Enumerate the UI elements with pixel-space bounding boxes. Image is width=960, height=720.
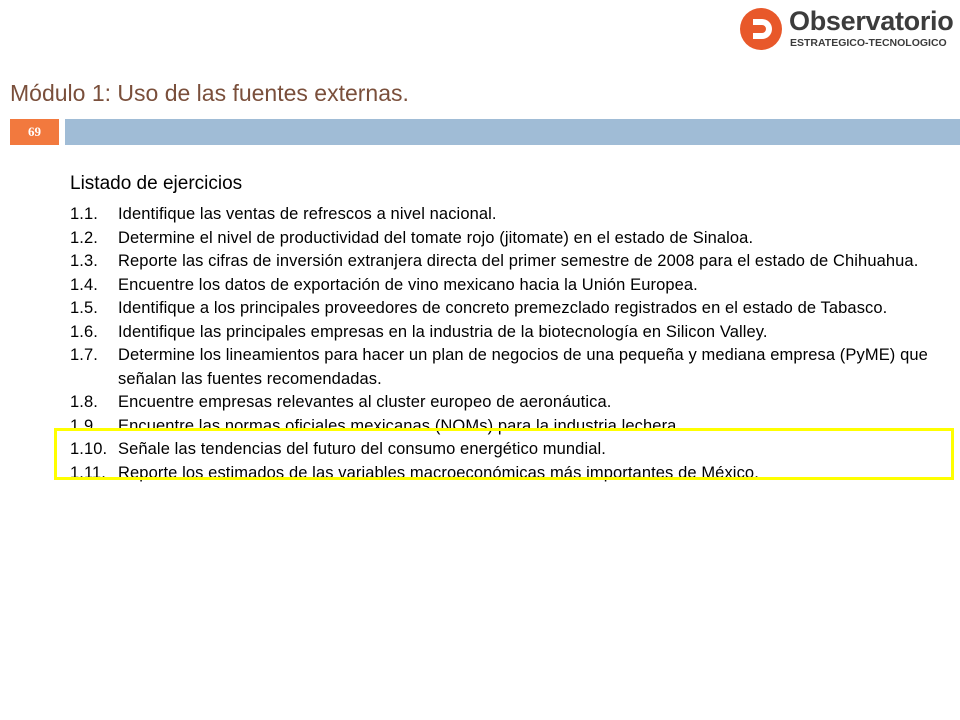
item-number: 1.5. xyxy=(70,299,98,317)
item-text: Determine los lineamientos para hacer un plan de negocios de una pequeña y mediana empresa (PyME) que señalan las fuentes recomendadas. xyxy=(118,346,928,388)
item-text: Reporte las cifras de inversión extranjera directa del primer semestre de 2008 para el estado de Chihuahua. xyxy=(118,252,919,270)
list-item xyxy=(70,321,950,345)
list-item xyxy=(70,227,950,251)
slide-title: Módulo 1: Uso de las fuentes externas. xyxy=(10,80,409,106)
item-number: 1.6. xyxy=(70,322,98,341)
item-text: Identifique a los principales proveedores de concreto premezclado registrados en el estado de Tabasco. xyxy=(118,299,888,317)
list-item xyxy=(70,250,950,274)
list-item xyxy=(70,344,950,391)
list-item xyxy=(70,274,950,298)
item-number: 1.8. xyxy=(70,393,98,411)
observatorio-logo xyxy=(738,8,960,54)
item-number: 1.10. xyxy=(70,440,108,458)
item-text: Determine el nivel de productividad del tomate rojo (jitomate) en el estado de Sinaloa. xyxy=(118,228,754,247)
item-number: 1.1. xyxy=(70,205,98,223)
list-item xyxy=(70,203,950,227)
highlight-box xyxy=(54,428,954,480)
item-text: Reporte los estimados de las variables macroeconómicas más importantes de México. xyxy=(118,463,759,482)
list-item xyxy=(70,391,950,415)
item-text: Señale las tendencias del futuro del consumo energético mundial. xyxy=(118,440,606,458)
item-text: Encuentre los datos de exportación de vino mexicano hacia la Unión Europea. xyxy=(118,275,698,294)
logo-arrow-icon xyxy=(740,8,782,50)
logo-subtitle: ESTRATEGICO-TECNOLOGICO xyxy=(790,37,947,49)
item-number: 1.11. xyxy=(70,463,106,482)
page-number-badge: 69 xyxy=(10,119,59,145)
list-heading: Listado de ejercicios xyxy=(70,173,243,194)
item-text: Encuentre empresas relevantes al cluster europeo de aeronáutica. xyxy=(118,393,612,411)
item-number: 1.7. xyxy=(70,346,98,364)
item-number: 1.3. xyxy=(70,252,98,270)
header-bar xyxy=(65,119,960,145)
item-text: Identifique las ventas de refrescos a nivel nacional. xyxy=(118,205,497,223)
list-item xyxy=(70,297,950,321)
item-text: Identifique las principales empresas en la industria de la biotecnología en Silicon Valley. xyxy=(118,322,768,341)
item-text: Encuentre las normas oficiales mexicanas (NOMs) para la industria lechera. xyxy=(118,416,682,435)
item-number: 1.4. xyxy=(70,275,98,294)
item-number: 1.9. xyxy=(70,416,98,435)
item-number: 1.2. xyxy=(70,228,98,247)
logo-name: Observatorio xyxy=(789,6,954,36)
